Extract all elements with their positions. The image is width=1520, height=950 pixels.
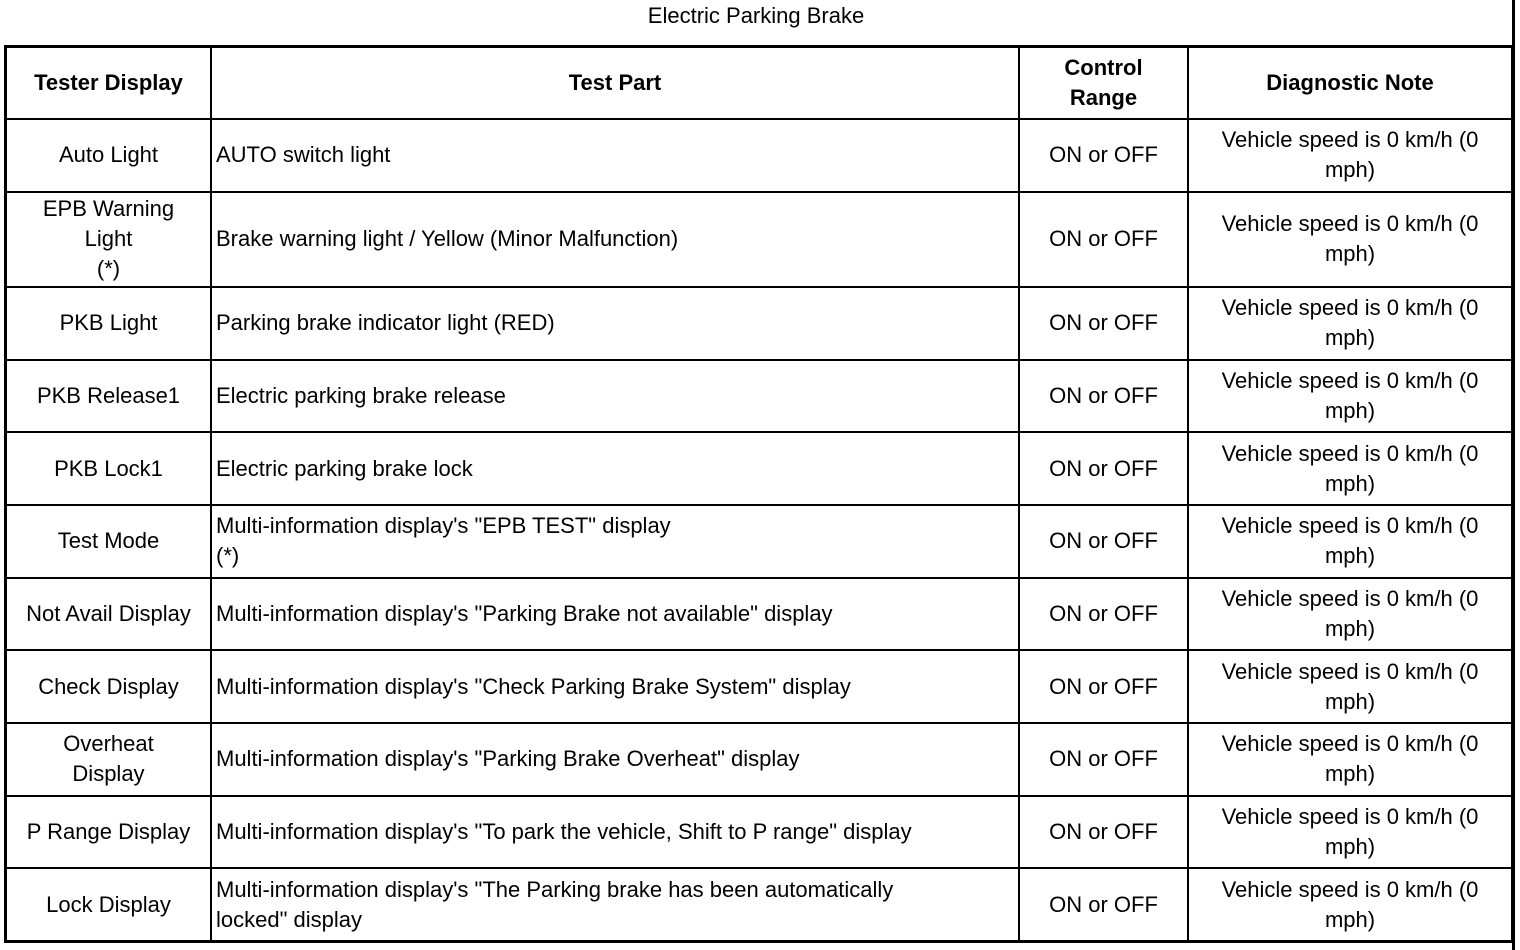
cell-tester-display-line: Not Avail Display (26, 600, 191, 626)
cell-tester-display (6, 360, 212, 433)
cell-tester-display-line: PKB Lock1 (54, 455, 163, 481)
cell-control-range: ON or OFF (1019, 287, 1188, 360)
cell-tester-display-line: Overheat (63, 731, 154, 757)
cell-diagnostic-note-line: mph) (1324, 241, 1376, 267)
cell-tester-display-line: Test Mode (57, 528, 160, 554)
cell-diagnostic-note-line: mph) (1324, 325, 1376, 351)
cell-test-part (211, 360, 1019, 433)
table-body (6, 119, 1513, 942)
cell-tester-display-line: Check Display (38, 673, 179, 699)
cell-diagnostic-note-line: mph) (1324, 688, 1376, 714)
cell-test-part-line: AUTO switch light (216, 142, 391, 168)
cell-diagnostic-note (1188, 650, 1513, 723)
cell-test-part-line: Brake warning light / Yellow (Minor Malfunction) (216, 226, 679, 252)
header-control-range-line: Control (1064, 55, 1143, 80)
cell-diagnostic-note-line: Vehicle speed is 0 km/h (0 (1221, 731, 1479, 757)
cell-diagnostic-note-line: mph) (1324, 398, 1376, 424)
cell-test-part-line: (*) (216, 543, 240, 569)
cell-test-part-line: Electric parking brake release (216, 383, 506, 409)
cell-diagnostic-note (1188, 505, 1513, 578)
cell-test-part-line: locked" display (216, 906, 362, 932)
cell-test-part (211, 287, 1019, 360)
header-control-range-line: Range (1069, 85, 1138, 110)
cell-diagnostic-note (1188, 192, 1513, 287)
cell-test-part (211, 119, 1019, 192)
table-row (6, 723, 1513, 796)
cell-diagnostic-note-line: Vehicle speed is 0 km/h (0 (1221, 295, 1479, 321)
cell-test-part (211, 432, 1019, 505)
cell-diagnostic-note-line: mph) (1324, 833, 1376, 859)
cell-diagnostic-note-line: mph) (1324, 906, 1376, 932)
cell-tester-display (6, 505, 212, 578)
table-row (6, 796, 1513, 869)
cell-test-part (211, 650, 1019, 723)
table-row (6, 578, 1513, 651)
cell-diagnostic-note (1188, 432, 1513, 505)
cell-control-range: ON or OFF (1019, 432, 1188, 505)
cell-diagnostic-note-line: Vehicle speed is 0 km/h (0 (1221, 127, 1479, 153)
cell-tester-display-line: Lock Display (46, 891, 171, 917)
cell-tester-display (6, 287, 212, 360)
table-row (6, 650, 1513, 723)
cell-test-part (211, 192, 1019, 287)
header-diagnostic-note: Diagnostic Note (1188, 47, 1513, 120)
cell-diagnostic-note (1188, 868, 1513, 941)
cell-diagnostic-note (1188, 578, 1513, 651)
cell-tester-display (6, 868, 212, 941)
cell-tester-display-line: Light (84, 226, 133, 252)
cell-control-range: ON or OFF (1019, 650, 1188, 723)
cell-control-range: ON or OFF (1019, 119, 1188, 192)
header-test-part: Test Part (211, 47, 1019, 120)
header-tester-display: Tester Display (6, 47, 212, 120)
table-row (6, 505, 1513, 578)
cell-tester-display-line: Auto Light (58, 142, 159, 168)
cell-test-part (211, 723, 1019, 796)
table-header-row (6, 47, 1513, 120)
cell-tester-display-line: P Range Display (26, 818, 191, 844)
cell-control-range: ON or OFF (1019, 723, 1188, 796)
cell-test-part-line: Multi-information display's "Parking Brake Overheat" display (216, 746, 800, 772)
cell-control-range: ON or OFF (1019, 360, 1188, 433)
cell-test-part (211, 796, 1019, 869)
table-row (6, 868, 1513, 941)
cell-diagnostic-note (1188, 287, 1513, 360)
cell-diagnostic-note-line: Vehicle speed is 0 km/h (0 (1221, 440, 1479, 466)
cell-tester-display-line: PKB Release1 (36, 383, 181, 409)
cell-test-part-line: Multi-information display's "To park the vehicle, Shift to P range" display (216, 818, 912, 844)
right-edge-border (1512, 0, 1515, 950)
page-title: Electric Parking Brake (647, 3, 865, 28)
cell-tester-display-line: Display (72, 761, 145, 787)
cell-diagnostic-note (1188, 723, 1513, 796)
cell-diagnostic-note-line: Vehicle speed is 0 km/h (0 (1221, 585, 1479, 611)
cell-test-part-line: Multi-information display's "The Parking brake has been automatically (216, 876, 894, 902)
cell-tester-display (6, 796, 212, 869)
cell-tester-display-line: PKB Light (59, 310, 158, 336)
cell-test-part-line: Multi-information display's "EPB TEST" display (216, 513, 671, 539)
cell-tester-display (6, 723, 212, 796)
cell-control-range: ON or OFF (1019, 192, 1188, 287)
cell-diagnostic-note (1188, 360, 1513, 433)
cell-control-range: ON or OFF (1019, 868, 1188, 941)
table-row (6, 287, 1513, 360)
cell-diagnostic-note-line: Vehicle speed is 0 km/h (0 (1221, 368, 1479, 394)
cell-control-range: ON or OFF (1019, 578, 1188, 651)
cell-test-part (211, 578, 1019, 651)
table-row (6, 432, 1513, 505)
cell-tester-display-line: (*) (96, 256, 121, 282)
cell-diagnostic-note (1188, 796, 1513, 869)
table-row (6, 192, 1513, 287)
cell-test-part-line: Parking brake indicator light (RED) (216, 310, 555, 336)
diagnostic-table (4, 45, 1514, 943)
table-row (6, 119, 1513, 192)
cell-diagnostic-note (1188, 119, 1513, 192)
cell-tester-display (6, 432, 212, 505)
cell-test-part-line: Multi-information display's "Check Parking Brake System" display (216, 673, 851, 699)
cell-control-range: ON or OFF (1019, 505, 1188, 578)
cell-tester-display (6, 578, 212, 651)
cell-test-part-line: Multi-information display's "Parking Brake not available" display (216, 600, 833, 626)
header-control-range (1019, 47, 1188, 120)
cell-diagnostic-note-line: Vehicle speed is 0 km/h (0 (1221, 876, 1479, 902)
cell-tester-display (6, 119, 212, 192)
cell-test-part-line: Electric parking brake lock (216, 455, 473, 481)
cell-control-range: ON or OFF (1019, 796, 1188, 869)
cell-diagnostic-note-line: mph) (1324, 761, 1376, 787)
cell-test-part (211, 505, 1019, 578)
cell-diagnostic-note-line: mph) (1324, 157, 1376, 183)
cell-diagnostic-note-line: Vehicle speed is 0 km/h (0 (1221, 211, 1479, 237)
table-row (6, 360, 1513, 433)
cell-diagnostic-note-line: mph) (1324, 615, 1376, 641)
cell-tester-display-line: EPB Warning (42, 196, 175, 222)
cell-diagnostic-note-line: Vehicle speed is 0 km/h (0 (1221, 513, 1479, 539)
cell-tester-display (6, 192, 212, 287)
cell-diagnostic-note-line: Vehicle speed is 0 km/h (0 (1221, 658, 1479, 684)
cell-test-part (211, 868, 1019, 941)
cell-tester-display (6, 650, 212, 723)
cell-diagnostic-note-line: Vehicle speed is 0 km/h (0 (1221, 803, 1479, 829)
cell-diagnostic-note-line: mph) (1324, 543, 1376, 569)
cell-diagnostic-note-line: mph) (1324, 470, 1376, 496)
